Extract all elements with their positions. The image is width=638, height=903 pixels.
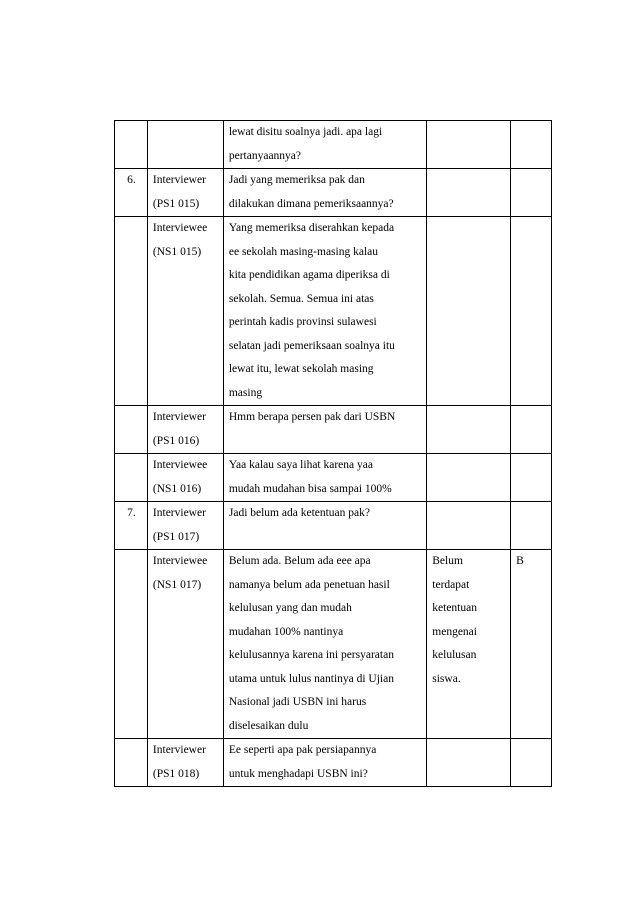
utterance-line: pertanyaannya?	[228, 149, 302, 162]
speaker-role: Interviewer	[152, 174, 206, 186]
utterance-cell	[223, 550, 426, 739]
utterance-line: namanya belum ada penetuan hasil	[228, 578, 390, 591]
utterance-cell	[223, 121, 426, 169]
table-row	[115, 121, 552, 169]
note-line: mengenai	[432, 625, 477, 638]
utterance-line: mudahan 100% nantinya	[228, 625, 344, 638]
speaker-code: (NS1 016)	[152, 482, 202, 495]
table-row	[115, 217, 552, 406]
row-number	[115, 454, 148, 502]
utterance-line: Belum ada. Belum ada eee apa	[228, 555, 371, 567]
category-cell	[511, 406, 552, 454]
table-row	[115, 169, 552, 217]
row-number	[115, 406, 148, 454]
note-cell	[427, 121, 511, 169]
row-number	[115, 217, 148, 406]
utterance-line: Hmm berapa persen pak dari USBN	[228, 411, 396, 423]
row-number	[115, 739, 148, 787]
row-number	[115, 121, 148, 169]
utterance-line: sekolah. Semua. Semua ini atas	[228, 292, 374, 305]
speaker-role: Interviewee	[152, 222, 208, 234]
utterance-line: kelulusannya karena ini persyaratan	[228, 649, 394, 661]
utterance-line: Jadi belum ada ketentuan pak?	[228, 507, 370, 519]
table-row	[115, 502, 552, 550]
note-cell	[427, 169, 511, 217]
speaker-cell	[147, 550, 223, 739]
utterance-line: kita pendidikan agama diperiksa di	[228, 269, 390, 281]
speaker-role: Interviewer	[152, 744, 206, 756]
speaker-code: (NS1 015)	[152, 245, 202, 258]
note-line: Belum	[432, 555, 463, 567]
speaker-cell	[147, 739, 223, 787]
speaker-role: Interviewee	[152, 555, 208, 567]
note-cell	[427, 739, 511, 787]
utterance-line: Yaa kalau saya lihat karena yaa	[228, 459, 373, 471]
table-row	[115, 454, 552, 502]
table-row	[115, 406, 552, 454]
row-number: 7.	[115, 502, 148, 550]
utterance-line: lewat itu, lewat sekolah masing	[228, 363, 374, 375]
speaker-role: Interviewee	[152, 459, 208, 471]
utterance-line: mudah mudahan bisa sampai 100%	[228, 482, 392, 495]
speaker-role: Interviewer	[152, 411, 206, 423]
speaker-cell	[147, 121, 223, 169]
category-cell	[511, 502, 552, 550]
speaker-cell	[147, 454, 223, 502]
utterance-line: lewat disitu soalnya jadi. apa lagi	[228, 126, 383, 138]
utterance-line: kelulusan yang dan mudah	[228, 602, 352, 614]
speaker-code: (PS1 015)	[152, 197, 200, 210]
note-line: siswa.	[432, 672, 461, 685]
utterance-line: masing	[228, 386, 263, 399]
note-cell	[427, 502, 511, 550]
note-line: terdapat	[432, 578, 470, 591]
utterance-cell	[223, 502, 426, 550]
category-cell	[511, 217, 552, 406]
category-cell	[511, 454, 552, 502]
note-cell	[427, 217, 511, 406]
utterance-line: dilakukan dimana pemeriksaannya?	[228, 197, 394, 210]
category-cell	[511, 121, 552, 169]
utterance-cell	[223, 454, 426, 502]
note-cell	[427, 406, 511, 454]
category-cell: B	[511, 550, 552, 739]
utterance-cell	[223, 406, 426, 454]
utterance-cell	[223, 169, 426, 217]
speaker-code: (PS1 016)	[152, 434, 200, 447]
table-row	[115, 550, 552, 739]
category-cell	[511, 169, 552, 217]
utterance-line: Nasional jadi USBN ini harus	[228, 696, 367, 708]
utterance-line: Yang memeriksa diserahkan kepada	[228, 222, 395, 234]
note-cell	[427, 454, 511, 502]
note-line: kelulusan	[432, 649, 477, 661]
utterance-cell	[223, 739, 426, 787]
note-cell	[427, 550, 511, 739]
utterance-line: ee sekolah masing-masing kalau	[228, 245, 378, 258]
speaker-cell	[147, 406, 223, 454]
category-cell	[511, 739, 552, 787]
utterance-line: Ee seperti apa pak persiapannya	[228, 744, 377, 756]
utterance-line: selatan jadi pemeriksaan soalnya itu	[228, 339, 395, 352]
utterance-line: utama untuk lulus nantinya di Ujian	[228, 672, 394, 685]
utterance-line: untuk menghadapi USBN ini?	[228, 767, 368, 780]
note-line: ketentuan	[432, 602, 477, 614]
utterance-line: Jadi yang memeriksa pak dan	[228, 174, 365, 186]
speaker-cell	[147, 217, 223, 406]
speaker-code: (NS1 017)	[152, 578, 202, 591]
speaker-cell	[147, 502, 223, 550]
row-number: 6.	[115, 169, 148, 217]
utterance-line: perintah kadis provinsi sulawesi	[228, 316, 377, 328]
table-row	[115, 739, 552, 787]
utterance-line: diselesaikan dulu	[228, 719, 309, 732]
speaker-role: Interviewer	[152, 507, 206, 519]
speaker-code: (PS1 018)	[152, 767, 200, 780]
transcript-table	[114, 120, 552, 787]
row-number	[115, 550, 148, 739]
speaker-code: (PS1 017)	[152, 530, 200, 543]
utterance-cell	[223, 217, 426, 406]
speaker-cell	[147, 169, 223, 217]
